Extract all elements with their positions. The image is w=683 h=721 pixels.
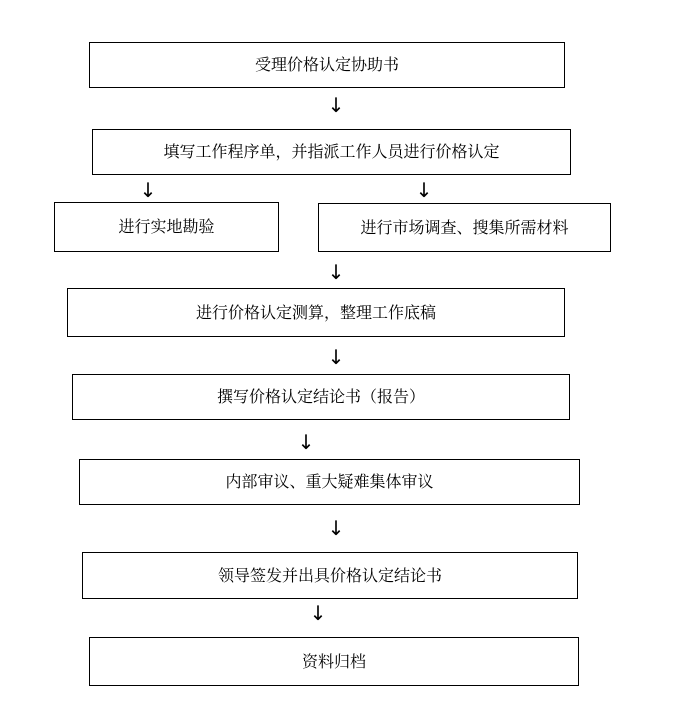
arrow-down-2: ↓ [327,260,345,284]
step-review [79,459,580,505]
step-write-report-label: 撰写价格认定结论书（报告） [216,387,425,406]
step-review-label: 内部审议、重大疑难集体审议 [225,472,434,491]
arrow-down-6: ↓ [309,601,327,625]
step-market-research-label: 进行市场调查、搜集所需材料 [360,217,569,237]
step-accept-label: 受理价格认定协助书 [254,55,399,74]
step-write-report [72,374,570,420]
step-archive [89,637,579,686]
arrow-down-3: ↓ [327,345,345,369]
step-fill-form-label: 填写工作程序单，并指派工作人员进行价格认定 [163,142,500,161]
arrow-down-1: ↓ [327,93,345,117]
step-sign-issue-label: 领导签发并出具价格认定结论书 [217,565,442,585]
step-site-survey [54,202,279,252]
step-archive-label: 资料归档 [301,651,366,671]
arrow-down-5: ↓ [327,516,345,540]
arrow-down-4: ↓ [297,430,315,454]
arrow-down-left: ↓ [139,178,157,202]
step-calculate-label: 进行价格认定测算，整理工作底稿 [195,302,436,322]
arrow-down-right: ↓ [415,178,433,202]
step-fill-form [92,129,571,175]
step-calculate [67,288,565,337]
step-accept [89,42,565,88]
step-market-research [318,203,611,252]
step-sign-issue [82,552,578,599]
step-site-survey-label: 进行实地勘验 [118,217,215,236]
